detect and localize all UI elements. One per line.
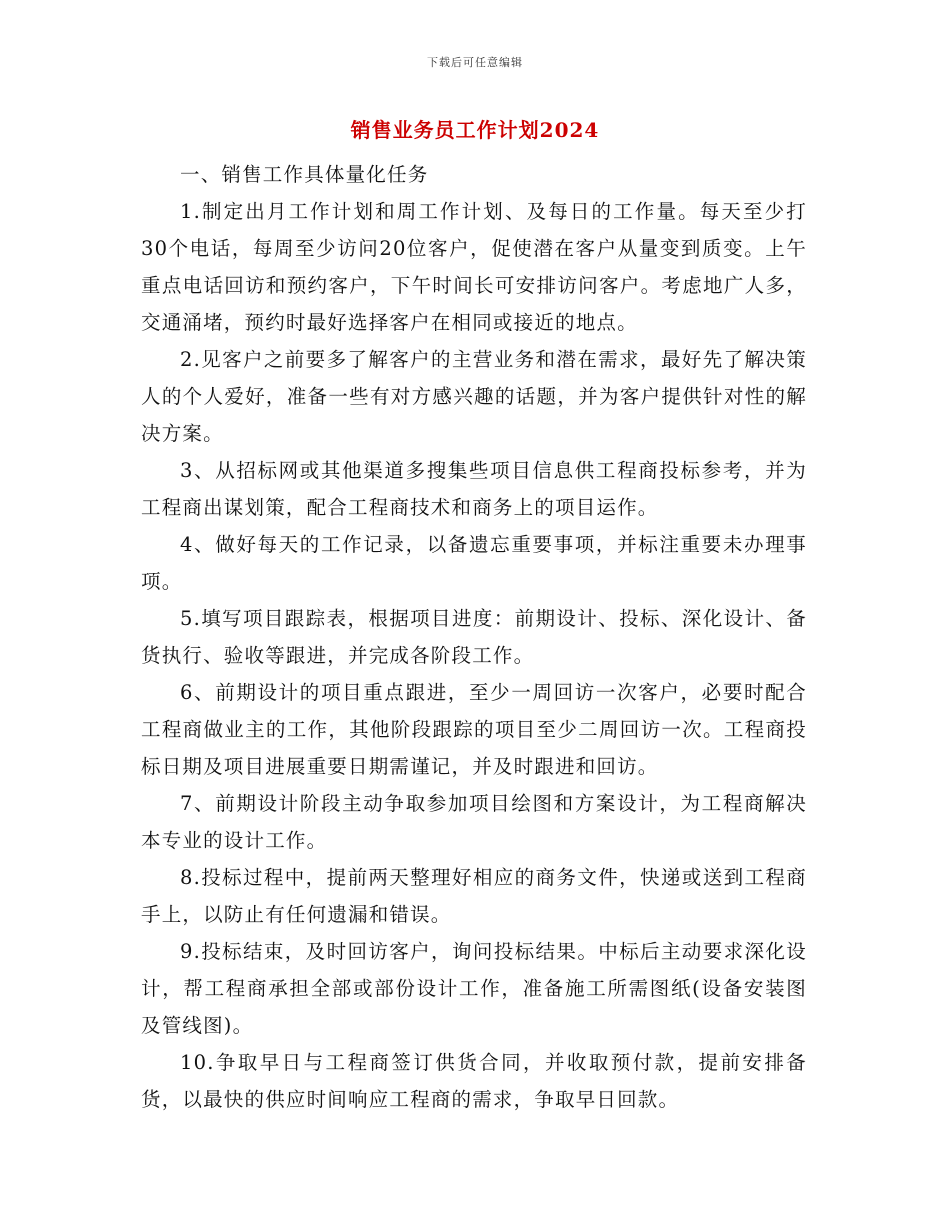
document-body [141,156,807,1118]
paragraph-1: 1.制定出月工作计划和周工作计划、及每日的工作量。每天至少打30个电话，每周至少访问20位客户，促使潜在客户从量变到质变。上午重点电话回访和预约客户，下午时间长可安排访问客户。考虑地广人多，交通涌堵，预约时最好选择客户在相同或接近的地点。 [141,200,807,334]
header-note: 下载后可任意编辑 [427,56,523,69]
paragraph-10: 10.争取早日与工程商签订供货合同，并收取预付款，提前安排备货，以最快的供应时间响应工程商的需求，争取早日回款。 [141,1051,807,1111]
paragraph-9: 9.投标结束，及时回访客户，询问投标结果。中标后主动要求深化设计，帮工程商承担全部或部份设计工作，准备施工所需图纸(设备安装图及管线图)。 [141,940,807,1037]
document-title: 销售业务员工作计划2024 [350,118,600,142]
paragraph-5: 5.填写项目跟踪表，根据项目进度：前期设计、投标、深化设计、备货执行、验收等跟进，并完成各阶段工作。 [141,607,807,667]
paragraph-7: 7、前期设计阶段主动争取参加项目绘图和方案设计，为工程商解决本专业的设计工作。 [141,792,807,852]
paragraph-4: 4、做好每天的工作记录，以备遗忘重要事项，并标注重要未办理事项。 [141,533,807,593]
paragraph-2: 2.见客户之前要多了解客户的主营业务和潜在需求，最好先了解决策人的个人爱好，准备一些有对方感兴趣的话题，并为客户提供针对性的解决方案。 [141,348,807,445]
section-heading: 一、销售工作具体量化任务 [180,163,429,186]
paragraph-8: 8.投标过程中，提前两天整理好相应的商务文件，快递或送到工程商手上，以防止有任何遗漏和错误。 [141,866,807,926]
paragraph-3: 3、从招标网或其他渠道多搜集些项目信息供工程商投标参考，并为工程商出谋划策，配合工程商技术和商务上的项目运作。 [141,459,807,519]
paragraph-6: 6、前期设计的项目重点跟进，至少一周回访一次客户，必要时配合工程商做业主的工作，其他阶段跟踪的项目至少二周回访一次。工程商投标日期及项目进展重要日期需谨记，并及时跟进和回访。 [141,681,807,778]
